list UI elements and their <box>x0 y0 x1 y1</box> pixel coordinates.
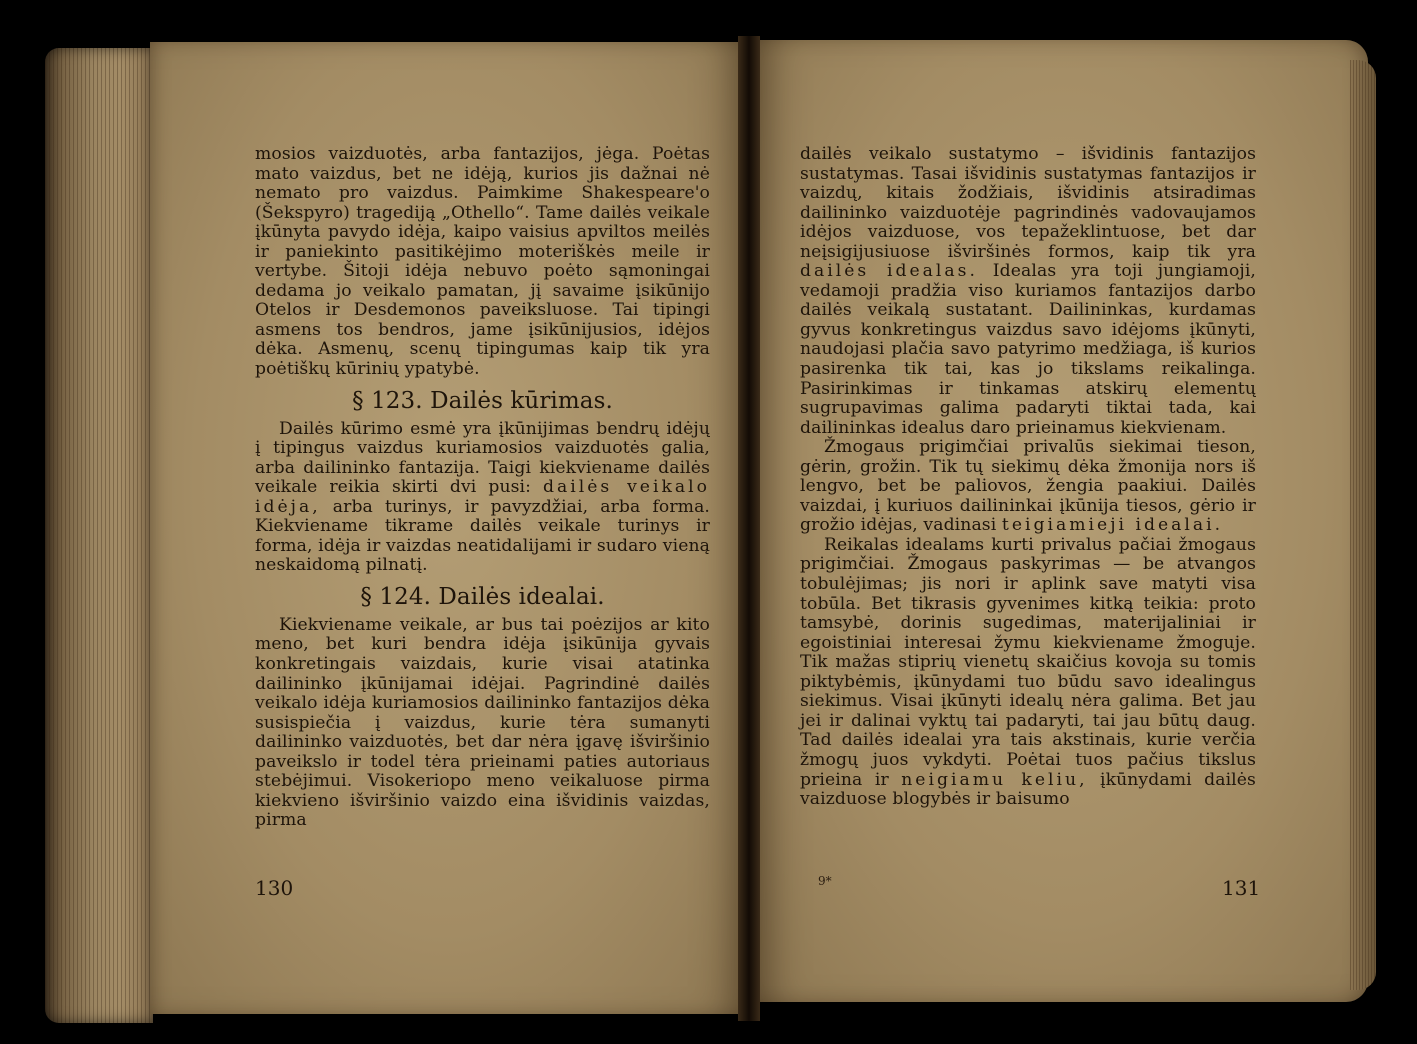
book-gutter <box>738 36 760 1021</box>
right-paragraph-2: Žmogaus prigimčiai privalūs siekimai tieson, gėrin, grožin. Tik tų siekimų dėka žmonija nors iš lengvo, bet be paliovos, žengia paakiui. Dailės vaizdai, į kuriuos dailininkai įkūnija tiesos, gėrio ir grožio idėjas, vadinasi teigiamieji idealai. <box>800 437 1256 536</box>
right-page-text <box>800 145 1256 810</box>
section-heading-123: § 123. Dailės kūrimas. <box>352 387 613 414</box>
page-stack-right-edge <box>1350 60 1376 990</box>
intro-paragraph: mosios vaizduotės, arba fantazijos, jėga. Poėtas mato vaizdus, bet ne idėją, kurios jis dažnai nė nemato pro vaizdus. Paimkime Shakespeare'o (Šekspyro) tragediją „Othello“. Tame dailės veikale įkūnyta pavydo idėja, kaipo vaisius apviltos meilės ir paniekinto pasitikėjimo moteriškės meile ir vertybe. Šitoji idėja nebuvo poėto sąmoningai dedama jo veikalo pamatan, jį savaime įsikūnijo Otelos ir Desdemonos paveiksluose. Tai tipingi asmens tos bendros, jame įsikūnijusios, idėjos dėka. Asmenų, scenų tipingumas kaip tik yra poėtiškų kūrinių ypatybė. <box>255 144 710 380</box>
left-page-text <box>255 145 710 831</box>
right-paragraph-1: dailės veikalo sustatymo – išvidinis fantazijos sustatymas. Tasai išvidinis sustatymas fantazijos ir vaizdų, kitais žodžiais, išvidinis atsiradimas dailininko vaizduotėje pagrindinės vadovaujamos idėjos vaizduose, vos tepažeklintuose, bet dar neįsigijusiuose išviršinės formos, kaip tik yra dailės idealas. Idealas yra toji jungiamoji, vedamoji pradžia viso kuriamos fantazijos darbo dailės veikalą sustatant. Dailininkas, kurdamas gyvus konkretingus vaizdus savo idėjoms įkūnyti, naudojasi plačia savo patyrimo medžiaga, iš kurios pasirenka tik tai, kas jo tikslams reikalinga. Pasirinkimas ir tinkamas atskirų elementų sugrupavimas galima padaryti tiktai tada, kai dailininkas idealus daro prieinamus kiekvienam. <box>800 144 1256 438</box>
page-number-right: 131 <box>1222 876 1261 900</box>
section-124-paragraph: Kiekviename veikale, ar bus tai poėzijos ar kito meno, bet kuri bendra idėja įsikūnija gyvais konkretingais vaizdais, kurie visai atatinka dailininko įkūnijamai idėjai. Pagrindinė dailės veikalo idėja kuriamosios dailininko fantazijos dėka susispiečia į vaizdus, kurie tėra sumanyti dailininko vaizduotės, bet dar nėra įgavę išviršinio paveikslo ir todel tėra prieinami paties autoriaus stebėjimui. Visokeriopo meno veikaluose pirma kiekvieno išviršinio vaizdo eina išvidinis vaizdas, pirma <box>255 614 710 831</box>
section-123-paragraph: Dailės kūrimo esmė yra įkūnijimas bendrų idėjų į tipingus vaizdus kuriamosios vaizduotės galia, arba dailininko fantazija. Taigi kiekviename dailės veikale reikia skirti dvi pusi: dailės veikalo idėja, arba turinys, ir pavyzdžiai, arba forma. Kiekviename tikrame dailės veikale turinys ir forma, idėja ir vaizdas neatidalijami ir sudaro vieną neskaidomą pilnatį. <box>255 418 710 576</box>
printer-signature-mark: 9* <box>818 874 832 888</box>
page-stack-left-edge <box>45 48 153 1023</box>
right-paragraph-3: Reikalas idealams kurti privalus pačiai žmogaus prigimčiai. Žmogaus paskyrimas — be atvangos tobulėjimas; jis nori ir aplink save matyti visa tobūla. Bet tikrasis gyvenimes kitką teikia: proto tamsybė, dorinis sugedimas, materijaliniai ir egoistiniai interesai žymu kiekviename žmoguje. Tik mažas stiprių vienetų skaičius kovoja su tomis piktybėmis, įkūnydami tuo būdu savo idealingus siekimus. Visai įkūnyti idealų nėra galima. Bet jau jei ir dalinai vyktų tai padaryti, tai jau būtų daug. Tad dailės idealai yra tais akstinais, kurie verčia žmogų juos vykdyti. Poėtai tuos pačius tikslus prieina ir neigiamu keliu, įkūnydami dailės vaizduose blogybės ir baisumo <box>800 534 1256 810</box>
section-heading-124: § 124. Dailės idealai. <box>360 583 605 610</box>
page-number-left: 130 <box>255 876 294 900</box>
